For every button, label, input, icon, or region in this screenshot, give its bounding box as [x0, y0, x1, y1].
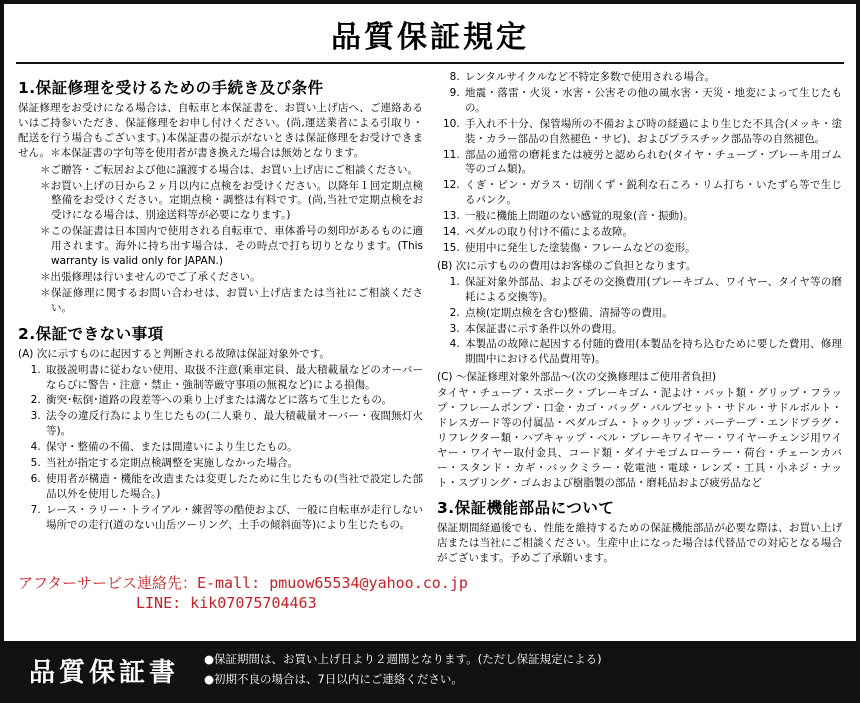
two-column-body: [4, 70, 856, 568]
contact-email[interactable]: E-mall: pmuow65534@yahoo.co.jp: [196, 574, 468, 593]
section-3-body: 保証期間経過後でも、性能を維持するための保証機能部品が必要な際は、お買い上げ店または当社にご相談ください。生産中止になった場合は代替品での対応となる場合がございます。予めご了承願います。: [437, 522, 842, 565]
section-2-heading: 2.保証できない事項: [18, 324, 164, 343]
list-item: 4. 保守・整備の不備、または間違いにより生じたもの。: [44, 440, 423, 455]
contact-line-id[interactable]: LINE: kik07075704463: [136, 593, 317, 612]
footer-note: ●初期不良の場合は、7日以内にご連絡ください。: [204, 672, 463, 686]
section-2-list: [18, 363, 423, 533]
title-divider: [16, 62, 844, 64]
right-column: [437, 70, 842, 568]
list-item: 1. 保証対象外部品、およびその交換費用(ブレーキゴム、ワイヤー、タイヤ等の磨耗による交換等)。: [463, 275, 842, 305]
section-1-notes: [18, 163, 423, 316]
list-item: 12. くぎ・ピン・ガラス・切削くず・鋭利な石ころ・リム打ち・いたずら等で生じるパンク。: [463, 178, 842, 208]
list-item: 10. 手入れ不十分、保管場所の不備および時の経過により生じた不具合(メッキ・塗装・カラー部品の自然褪色・サビ)、およびプラスチック部品等の自然褪色。: [463, 117, 842, 147]
footer-note: ●保証期間は、お買い上げ日より２週間となります。(ただし保証規定による): [204, 652, 602, 667]
list-item: ＊この保証書は日本国内で使用される自転車で、車体番号の刻印があるものに適用されます。海外に持ち出す場合は、その時点で打ち切りとなります。(This warranty is valid only for JAPAN.): [40, 225, 423, 268]
list-item: 15. 使用中に発生した塗装傷・フレームなどの変形。: [463, 241, 842, 256]
list-item: 2. 衝突･転倒･道路の段差等への乗り上げまたは溝などに落ちて生じたもの。: [44, 393, 423, 408]
list-item: 9. 地震・落雷・火災・水害・公害その他の風水害・天災・地変によって生じたもの。: [463, 86, 842, 116]
section-c-body: タイヤ・チューブ・スポーク・ブレーキゴム・泥よけ・バット類・グリップ・フラップ・フレームポンプ・口金・カゴ・バッグ・バルブセット・サドル・サドルボルト・ドレスガード等の付属品・ペダルゴム・トゥクリップ・バーテープ・エンドプラグ・リフレクター類・ハブキャップ・ベル・ブレーキワイヤー・ワイヤーチェンジ用ワイヤー・ワイヤー取付金具、コード類・ダイナモゴムローラー・荷台・チェーンカバー・スタンド・カギ・バックミラー・乾電池・電球・レンズ・工具・小ネジ・ナット・スプリング・ゴムおよび樹脂製の部品・磨耗品および疲労品など: [437, 387, 842, 489]
page-title: 品質保証規定: [331, 20, 529, 55]
list-item: 7. レース・ラリー・トライアル・練習等の酷使および、一般に自転車が走行しない場所での走行(道のない山岳ツーリング、土手の傾斜面等)により生じたもの。: [44, 503, 423, 533]
list-item: 3. 本保証書に示す条件以外の費用。: [463, 322, 842, 337]
list-item: 11. 部品の通常の磨耗または疲労と認められむ(タイヤ・チューブ・ブレーキ用ゴム等のゴム類)。: [463, 148, 842, 178]
list-item: 2. 点検(定期点検を含む)整備、清掃等の費用。: [463, 306, 842, 321]
list-item: ＊お買い上げの日から２ヶ月以内に点検をお受けください。以降年１回定期点検整備をお受けください。定期点検・調整は有料です。(尚,当社で定期点検をお受けになる場合は、別途送料等が必要になります。): [40, 179, 423, 222]
list-item: ＊保証修理に関するお問い合わせは、お買い上げ店または当社にご相談ください。: [40, 286, 423, 314]
section-b-list: [437, 275, 842, 367]
footer-notes: [204, 650, 602, 689]
list-item: 3. 法令の違反行為により生じたもの(二人乗り、最大積載量オーバー・夜間無灯火等)。: [44, 409, 423, 439]
section-3-heading: 3.保証機能部品について: [437, 499, 615, 518]
list-item: 5. 当社が指定する定期点検調整を実施しなかった場合。: [44, 456, 423, 471]
section-2-lead: (A) 次に示すものに起因すると判断される故障は保証対象外です。: [18, 347, 330, 360]
section-1-body: 保証修理をお受けになる場合は、自転車と本保証書を、お買い上げ店へ、ご連絡あるいはご持参いただき、保証修理をお申し付けください。(尚,運送業者による引取り・配送を行う場合もございます。)本保証書の提示がないときは保証修理をお受けできません。＊本保証書の字句等を使用者が書き換えた場合は無効となります。: [18, 102, 423, 159]
list-item: 8. レンタルサイクルなど不特定多数で使用される場合。: [463, 70, 842, 85]
section-b-lead: (B) 次に示すものの費用はお客様のご負担となります。: [437, 259, 697, 272]
footer-bar: [4, 641, 856, 699]
list-item: 1. 取扱説明書に従わない使用、取扱不注意(乗車定員、最大積載量などのオーバーならびに警告・注意・禁止・強制等厳守事項の無視など)による損傷。: [44, 363, 423, 393]
section-a-continued-list: [437, 70, 842, 256]
list-item: ＊ご贈答・ご転居および他に譲渡する場合は、お買い上げ店にご相談ください。: [40, 163, 418, 176]
list-item: 4. 本製品の故障に起因する付随的費用(本製品を持ち込むために要した費用、修理期間中における代品費用等)。: [463, 337, 842, 367]
warranty-badge: 品質保証書: [28, 657, 179, 688]
list-item: 6. 使用者が構造・機能を改造または変更したために生じたもの(当社で設定した部品以外を使用した場合。): [44, 472, 423, 502]
list-item: 14. ペダルの取り付け不備による故障。: [463, 225, 842, 240]
list-item: ＊出張修理は行いませんのでご了承ください。: [40, 270, 261, 283]
contact-label: アフターサービス連絡先：: [18, 574, 197, 593]
list-item: 13. 一般に機能上問題のない感覚的現象(音・振動)。: [463, 209, 842, 224]
section-c-lead: (C) ～保証修理対象外部品～(次の交換修理はご使用者負担): [437, 371, 717, 384]
left-column: [18, 70, 423, 568]
after-service-contact: [4, 574, 856, 613]
section-1-heading: 1.保証修理を受けるための手続き及び条件: [18, 79, 324, 97]
